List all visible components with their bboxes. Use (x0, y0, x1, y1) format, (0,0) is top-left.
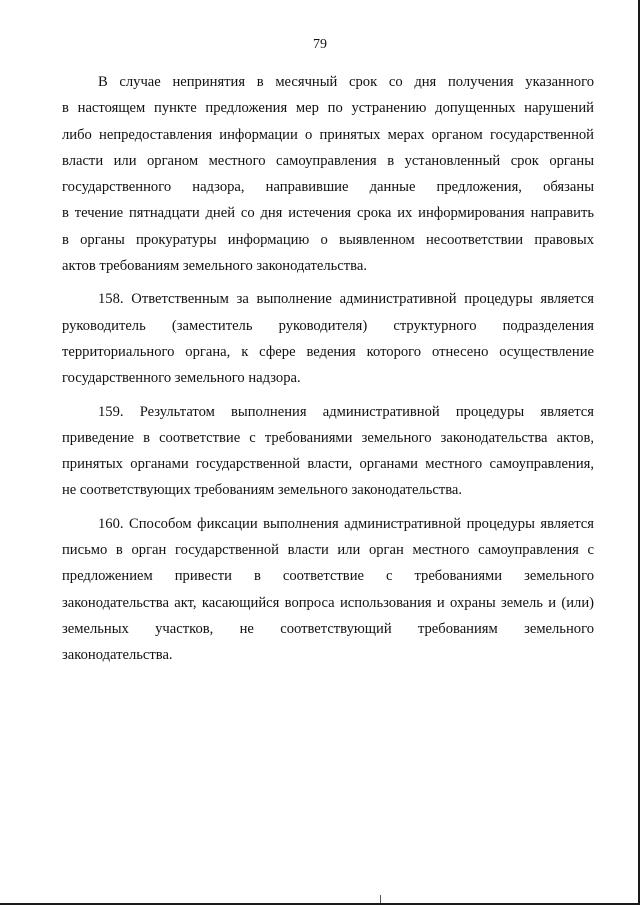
text-line: в настоящем пункте предложения мер по устранению допущенных нарушений (62, 100, 594, 117)
text-line: территориального органа, к сфере ведения которого отнесено осуществление (62, 343, 594, 360)
scan-edge-mark (380, 895, 381, 903)
paragraph-158 (62, 286, 594, 391)
text-line: актов требованиям земельного законодательства. (62, 258, 367, 275)
paragraph-1 (62, 69, 594, 279)
text-line: земельных участков, не соответствующий требованиям земельного (62, 620, 594, 637)
text-line: В случае непринятия в месячный срок со дня получения указанного (98, 74, 594, 90)
text-line: государственного надзора, направившие данные предложения, обязаны (62, 179, 594, 196)
text-line: 158. Ответственным за выполнение административной процедуры является (98, 291, 594, 308)
text-line: в органы прокуратуры информацию о выявленном несоответствии правовых (62, 231, 594, 248)
document-body (62, 69, 594, 669)
text-line: руководитель (заместитель руководителя) структурного подразделения (62, 317, 594, 334)
text-line: 160. Способом фиксации выполнения административной процедуры является (98, 515, 594, 532)
text-line: власти или органом местного самоуправления в установленный срок органы (62, 152, 594, 169)
text-line: в течение пятнадцати дней со дня истечения срока их информирования направить (62, 205, 594, 222)
text-line: законодательства. (62, 647, 173, 664)
page-number: 79 (313, 37, 327, 52)
paragraph-160 (62, 511, 594, 669)
text-line: письмо в орган государственной власти или орган местного самоуправления с (62, 542, 594, 559)
text-line: предложением привести в соответствие с требованиями земельного (62, 568, 594, 585)
text-line: не соответствующих требованиям земельного законодательства. (62, 482, 463, 499)
text-line: принятых органами государственной власти, органами местного самоуправления, (62, 456, 594, 473)
text-line: 159. Результатом выполнения административной процедуры является (98, 403, 594, 420)
text-line: приведение в соответствие с требованиями земельного законодательства актов, (62, 429, 594, 446)
text-line: либо непредоставления информации о принятых мерах органом государственной (62, 126, 594, 143)
text-line: законодательства акт, касающийся вопроса использования и охраны земель и (или) (62, 594, 594, 611)
paragraph-159 (62, 399, 594, 504)
text-line: государственного земельного надзора. (62, 370, 301, 387)
